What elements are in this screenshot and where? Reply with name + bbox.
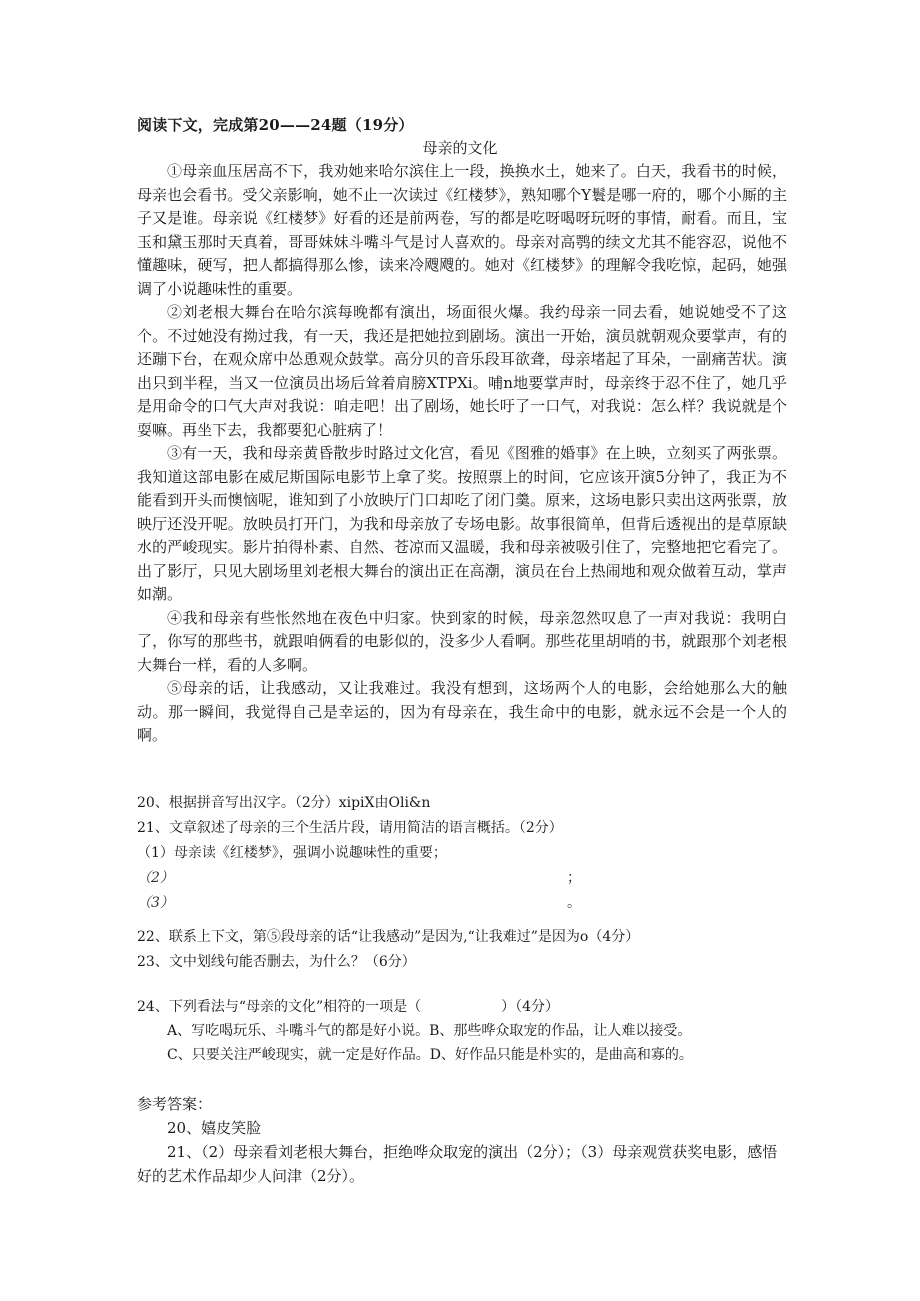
part-3-end-mark: 。 <box>567 895 581 911</box>
article-body <box>137 160 787 748</box>
answers-section <box>137 1116 787 1188</box>
part-2-label: （2） <box>137 870 174 886</box>
question-24-prefix: 24、下列看法与“母亲的文化”相符的一项是（ <box>137 999 422 1015</box>
part-3-label: （3） <box>137 895 174 911</box>
question-24 <box>137 996 797 1016</box>
question-24-options-cd: C、只要关注严峻现实，就一定是好作品。D、好作品只能是朴实的，是曲高和寡的。 <box>167 1047 693 1063</box>
question-23: 23、文中划线句能否删去，为什么？（6分） <box>137 954 416 970</box>
part-2-end-mark: ； <box>567 870 581 886</box>
answer-20: 20、嬉皮笑脸 <box>167 1119 262 1137</box>
paragraph-5: ⑤母亲的话，让我感动，又让我难过。我没有想到，这场两个人的电影，会给她那么大的触动。那一瞬间，我觉得自己是幸运的，因为有母亲在，我生命中的电影，就永远不会是一个人的啊。 <box>137 679 787 744</box>
reading-instruction: 阅读下文，完成第20——24题（19分） <box>137 116 414 134</box>
answer-heading: 参考答案： <box>137 1095 213 1113</box>
question-24-suffix: ）（4分） <box>501 999 560 1015</box>
paragraph-3: ③有一天，我和母亲黄昏散步时路过文化宫，看见《图雅的婚事》在上映，立刻买了两张票。我知道这部电影在威尼斯国际电影节上拿了奖。按照票上的时间，它应该开演5分钟了，我正为不能看到开头而懊恼呢，谁知到了小放映厅门口却吃了闭门羹。原来，这场电影只卖出这两张票，放映厅还没开呢。放映员打开门，为我和母亲放了专场电影。故事很简单，但背后透视出的是草原缺水的严峻现实。影片拍得朴素、自然、苍凉而又温暖，我和母亲被吸引住了，完整地把它看完了。出了影厅，只见大剧场里刘老根大舞台的演出正在高潮，演员在台上热闹地和观众做着互动，掌声如潮。 <box>137 444 787 603</box>
question-21-part-1: （1）母亲读《红楼梦》，强调小说趣味性的重要； <box>137 845 447 861</box>
question-22: 22、联系上下文，第⑤段母亲的话“让我感动”是因为,“让我难过”是因为o（4分） <box>137 929 640 945</box>
question-24-options-ab: A、写吃喝玩乐、斗嘴斗气的都是好小说。B、那些哗众取宠的作品，让人难以接受。 <box>167 1023 692 1039</box>
paragraph-4: ④我和母亲有些怅然地在夜色中归家。快到家的时候，母亲忽然叹息了一声对我说：我明白了，你写的那些书，就跟咱俩看的电影似的，没多少人看啊。那些花里胡哨的书，就跟那个刘老根大舞台一样，看的人多啊。 <box>137 608 787 674</box>
paragraph-2: ②刘老根大舞台在哈尔滨每晚都有演出，场面很火爆。我约母亲一同去看，她说她受不了这个。不过她没有拗过我，有一天，我还是把她拉到剧场。演出一开始，演员就朝观众要掌声，有的还蹦下台，在观众席中怂恿观众鼓掌。高分贝的音乐段耳欲聋，母亲堵起了耳朵，一副痛苦状。演出只到半程，当又一位演员出场后耸着肩膀XTPXi。哺n地要掌声时，母亲终于忍不住了，她几乎是用命令的口气大声对我说：咱走吧！出了剧场，她长吁了一口气，对我说：怎么样？我说就是个耍嘛。再坐下去，我都要犯心脏病了！ <box>137 303 787 439</box>
paragraph-1: ①母亲血压居高不下，我劝她来哈尔滨住上一段，换换水土，她来了。白天，我看书的时候，母亲也会看书。受父亲影响，她不止一次读过《红楼梦》，熟知哪个Y鬟是哪一府的，哪个小厮的主子又是谁。母亲说《红楼梦》好看的还是前两卷，写的都是吃呀喝呀玩呀的事情，耐看。而且，宝玉和黛玉那时天真着，哥哥妹妹斗嘴斗气是讨人喜欢的。母亲对高鹗的续文尤其不能容忍，说他不懂趣味，硬写，把人都搞得那么惨，读来冷飕飕的。她对《红楼梦》的理解令我吃惊，起码，她强调了小说趣味性的重要。 <box>137 162 787 298</box>
question-21-part-2 <box>137 867 797 887</box>
question-21: 21、文章叙述了母亲的三个生活片段，请用简洁的语言概括。（2分） <box>137 820 563 836</box>
article-title: 母亲的文化 <box>422 139 498 157</box>
answer-21: 21、（2）母亲看刘老根大舞台，拒绝哗众取宠的演出（2分）；（3）母亲观赏获奖电影，感悟好的艺术作品却少人问津（2分）。 <box>137 1143 778 1185</box>
question-20: 20、根据拼音写出汉字。（2分）xipiX由Oli&n <box>137 795 431 811</box>
question-21-part-3 <box>137 892 797 912</box>
